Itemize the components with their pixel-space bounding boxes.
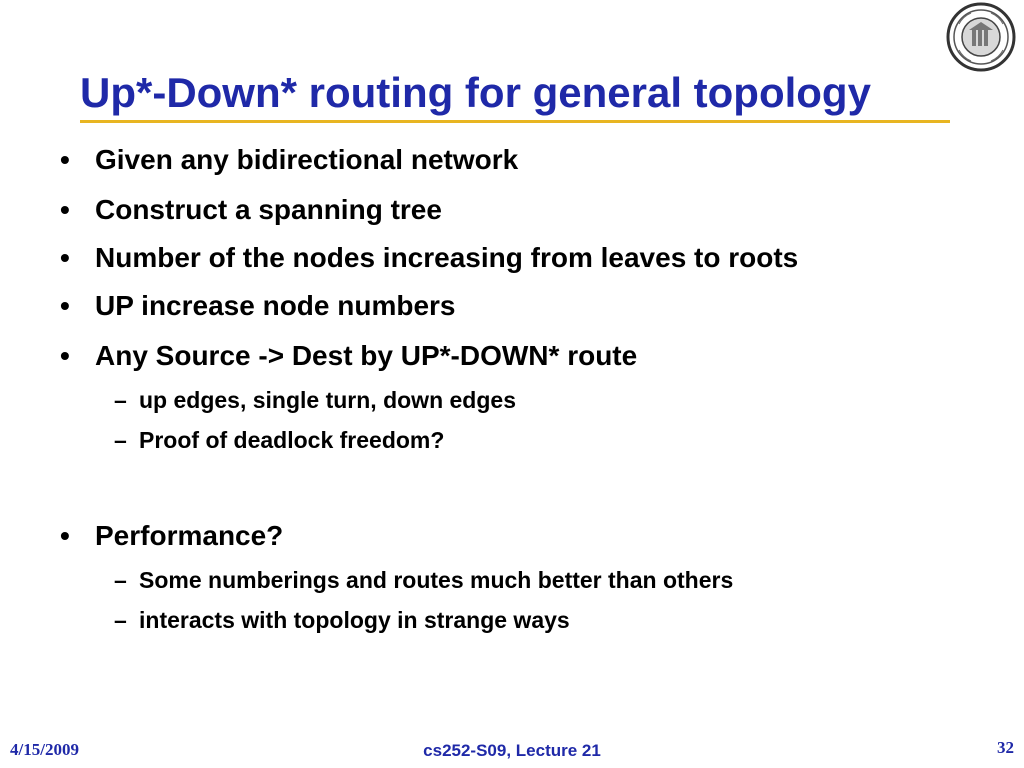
bullet-text: interacts with topology in strange ways	[139, 607, 570, 633]
bullet-text: Given any bidirectional network	[95, 144, 519, 175]
dash-marker: –	[114, 567, 127, 593]
bullet-marker: •	[60, 242, 70, 273]
bullet-marker: •	[60, 194, 70, 225]
footer-course: cs252-S09, Lecture 21	[423, 741, 601, 760]
bullet-text: Any Source -> Dest by UP*-DOWN* route	[95, 340, 638, 371]
bullet-marker: •	[60, 290, 70, 321]
dash-marker: –	[114, 427, 127, 453]
bullet-text: Performance?	[95, 520, 284, 551]
bullet-text: Proof of deadlock freedom?	[139, 427, 445, 453]
bullet-text: up edges, single turn, down edges	[139, 387, 516, 413]
bullet-text: Construct a spanning tree	[95, 194, 442, 225]
page-number: 32	[997, 738, 1014, 757]
bullet-text: Some numberings and routes much better than others	[139, 567, 734, 593]
slide-title: Up*-Down* routing for general topology	[80, 69, 871, 116]
bullet-marker: •	[60, 520, 70, 551]
bullet-text: UP increase node numbers	[95, 290, 456, 321]
bullet-marker: •	[60, 144, 70, 175]
bullet-marker: •	[60, 340, 70, 371]
bullet-text: Number of the nodes increasing from leaves to roots	[95, 242, 799, 273]
footer-date: 4/15/2009	[10, 740, 79, 759]
dash-marker: –	[114, 387, 127, 413]
dash-marker: –	[114, 607, 127, 633]
